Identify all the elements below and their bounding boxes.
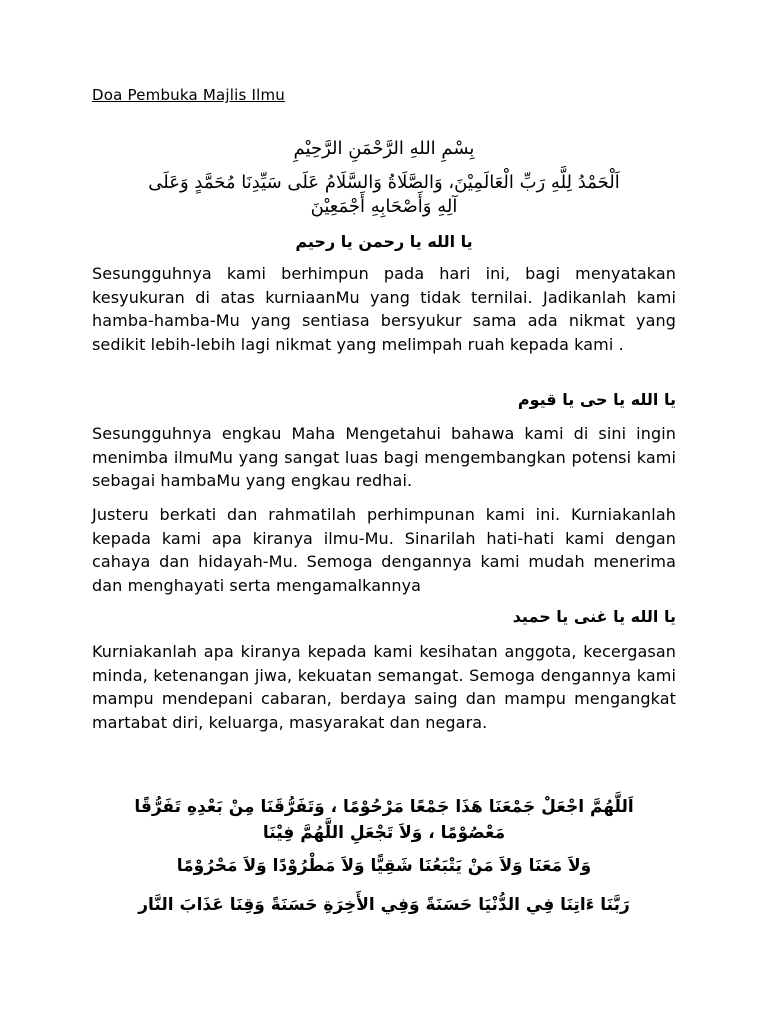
paragraph-3: Justeru berkati dan rahmatilah perhimpunan kami ini. Kurniakanlah kepada kami apa kiranya ilmu-Mu. Sinarilah hati-hati kami dengan cahaya dan hidayah-Mu. Semoga dengannya kami mudah menerima dan menghayati serta mengamalkannya <box>92 505 676 595</box>
closing-prayer-line-1: اَللَّهُمَّ اجْعَلْ جَمْعَنَا هَذَا جَمْعًا مَرْحُوْمًا ، وَتَفَرُّقَنَا مِنْ بَعْدِهِ تَفَرُّقًا <box>134 797 634 817</box>
paragraph-1: Sesungguhnya kami berhimpun pada hari ini, bagi menyatakan kesyukuran di atas kurniaanMu yang tidak ternilai. Jadikanlah kami hamba-hamba-Mu yang sentiasa bersyukur sama ada nikmat yang sedikit lebih-lebih lagi nikmat yang melimpah ruah kepada kami . <box>92 264 676 354</box>
invocation-1: يا الله يا رحمن يا رحيم <box>295 232 473 251</box>
document-title: Doa Pembuka Majlis Ilmu <box>92 86 285 104</box>
hamdalah-line-1: اَلْحَمْدُ لِلَّهِ رَبِّ الْعَالَمِيْنَ، وَالصَّلَاةُ وَالسَّلَامُ عَلَى سَيِّدِنَا مُحَمَّدٍ وَعَلَى <box>148 172 620 193</box>
basmalah: بِسْمِ اللهِ الرَّحْمَنِ الرَّحِيْمِ <box>293 138 475 159</box>
invocation-3: يا الله يا غنى يا حميد <box>512 607 676 626</box>
paragraph-4: Kurniakanlah apa kiranya kepada kami kesihatan anggota, kecergasan minda, ketenangan jiwa, kekuatan semangat. Semoga dengannya kami mampu mendepani cabaran, berdaya saing dan mampu mengangkat martabat diri, keluarga, masyarakat dan negara. <box>92 642 676 732</box>
closing-prayer-line-4: رَبَّنَا ءَاتِنَا فِي الدُّنْيَا حَسَنَةً وَفِي الأَخِرَةِ حَسَنَةً وَقِنَا عَذَابَ النَّار <box>138 895 630 915</box>
closing-prayer-line-2: مَعْصُوْمًا ، وَلاَ تَجْعَلِ اللَّهُمَّ فِيْنَا <box>262 823 506 843</box>
closing-prayer-line-3: وَلاَ مَعَنَا وَلاَ مَنْ يَتْبَعُنَا شَقِيًّا وَلاَ مَطْرُوْدًا وَلاَ مَحْرُوْمًا <box>176 856 592 876</box>
invocation-2: يا الله يا حى يا قيوم <box>517 390 676 409</box>
paragraph-2: Sesungguhnya engkau Maha Mengetahui bahawa kami di sini ingin menimba ilmuMu yang sangat luas bagi mengembangkan potensi kami sebagai hambaMu yang engkau redhai. <box>92 424 676 490</box>
hamdalah-line-2: آلِهِ وَأَصْحَابِهِ أَجْمَعِيْنَ <box>310 196 458 217</box>
